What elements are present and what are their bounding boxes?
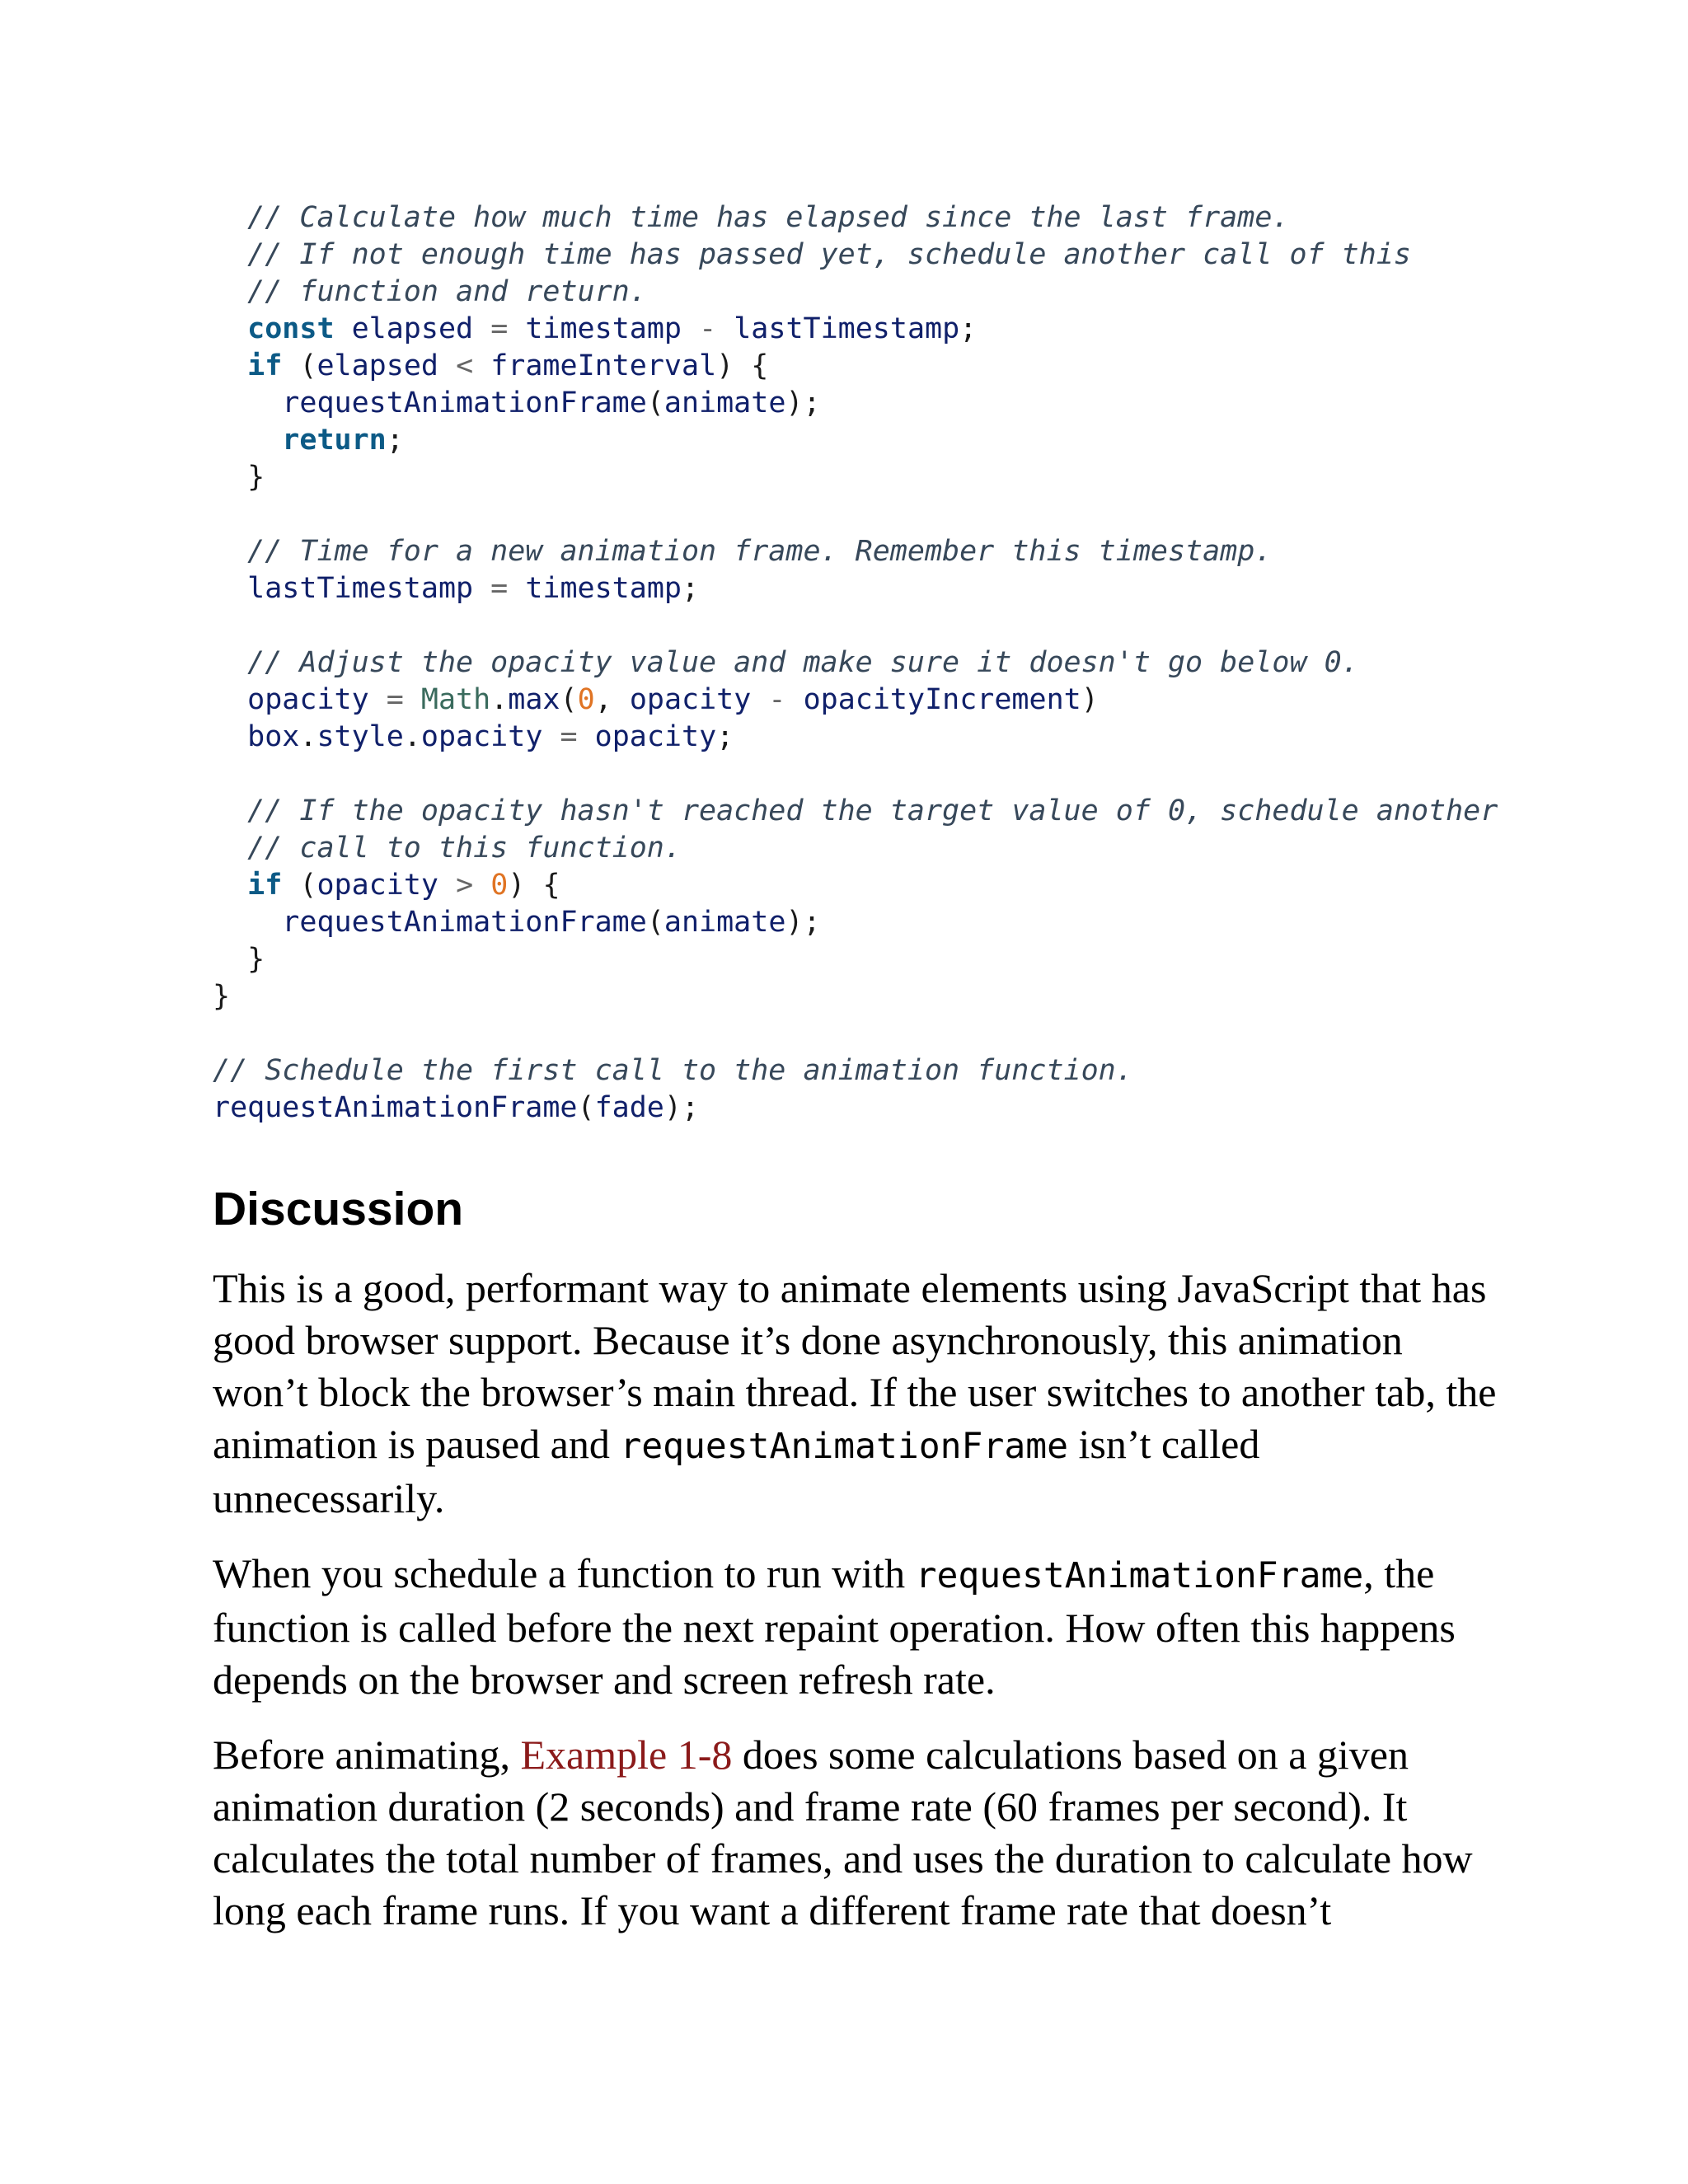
code-token	[473, 869, 490, 902]
code-token	[213, 906, 282, 939]
code-token-comment: // Calculate how much time has elapsed since the last frame.	[247, 201, 1290, 234]
code-token-comment: // Adjust the opacity value and make sure it doesn't go below 0.	[247, 646, 1359, 679]
code-token-ident: frameInterval	[490, 349, 717, 382]
code-token	[369, 683, 387, 716]
code-line	[213, 644, 1498, 682]
code-token-ident: animate	[663, 906, 786, 939]
code-line	[213, 1090, 1498, 1127]
code-token: );	[663, 1091, 700, 1124]
code-line	[213, 496, 1498, 533]
code-token: .	[299, 720, 317, 753]
paragraph-1-text-b: isn’t called unnecessarily.	[213, 1421, 1260, 1521]
code-token-ident: lastTimestamp	[247, 572, 474, 605]
code-listing	[213, 199, 1498, 1127]
code-token	[473, 572, 490, 605]
code-token	[213, 387, 282, 419]
code-line	[213, 422, 1498, 459]
code-token: (	[560, 683, 578, 716]
code-token: (	[646, 906, 664, 939]
code-token-comment: // call to this function.	[247, 832, 682, 865]
code-token-ident: max	[508, 683, 560, 716]
code-token	[213, 646, 247, 679]
code-token-ident: timestamp	[525, 312, 682, 345]
code-token	[213, 720, 247, 753]
code-token-keyword: return	[282, 424, 387, 457]
code-token	[213, 535, 247, 568]
code-token: }	[213, 943, 265, 976]
discussion-body	[213, 1263, 1498, 1960]
code-line	[213, 533, 1498, 570]
code-line	[213, 941, 1498, 978]
code-line	[213, 904, 1498, 941]
code-token	[438, 869, 456, 902]
code-token-ident: lastTimestamp	[734, 312, 960, 345]
code-token-op: -	[699, 312, 717, 345]
code-token: ) {	[716, 349, 769, 382]
code-token-comment: // Schedule the first call to the animation function.	[213, 1054, 1133, 1087]
code-line	[213, 1015, 1498, 1052]
code-token	[213, 832, 247, 865]
code-token	[751, 683, 768, 716]
code-token	[213, 312, 247, 345]
code-token	[473, 312, 490, 345]
code-token-ident: opacityIncrement	[803, 683, 1081, 716]
code-token	[542, 720, 560, 753]
code-token-keyword: const	[247, 312, 335, 345]
code-token: );	[785, 906, 821, 939]
code-line	[213, 237, 1498, 274]
code-token-ident: elapsed	[316, 349, 438, 382]
code-line	[213, 348, 1498, 385]
code-line	[213, 719, 1498, 756]
code-token: }	[213, 461, 265, 494]
code-token-ident: box	[247, 720, 300, 753]
code-token-keyword: if	[247, 349, 283, 382]
code-line	[213, 793, 1498, 830]
code-token-ident: elapsed	[351, 312, 474, 345]
code-token: .	[490, 683, 509, 716]
code-line	[213, 570, 1498, 607]
code-token-op: =	[386, 683, 404, 716]
code-token	[404, 683, 421, 716]
code-token-keyword: if	[247, 869, 283, 902]
code-token-ident: fade	[594, 1091, 664, 1124]
code-token-ident: opacity	[420, 720, 543, 753]
paragraph-3-text-a: Before animating,	[213, 1732, 521, 1778]
code-token-comment: // Time for a new animation frame. Remember this timestamp.	[247, 535, 1273, 568]
code-token-number: 0	[577, 683, 595, 716]
paragraph-1	[213, 1263, 1498, 1525]
example-1-8-link[interactable]: Example 1-8	[520, 1732, 733, 1778]
code-token: )	[1081, 683, 1099, 716]
code-token-ident: requestAnimationFrame	[282, 906, 647, 939]
code-token: (	[646, 387, 664, 419]
code-token-op: =	[490, 312, 509, 345]
code-token	[438, 349, 456, 382]
code-token: (	[577, 1091, 595, 1124]
code-token-ident: style	[316, 720, 404, 753]
code-token	[213, 238, 247, 271]
code-token	[473, 349, 490, 382]
discussion-heading: Discussion	[213, 1183, 464, 1235]
code-token	[785, 683, 803, 716]
paragraph-2-text-b: , the function is called before the next repaint operation. How often this happens depends on the browser and screen refresh rate.	[213, 1550, 1456, 1703]
code-token: ) {	[508, 869, 560, 902]
paragraph-2-text-a: When you schedule a function to run with	[213, 1550, 916, 1596]
paragraph-1-text-a: This is a good, performant way to animate elements using JavaScript that has good browser support. Because it’s done asynchronously, this animation won’t block the browser’s main thread. If the user switches to another tab, the animation is paused and	[213, 1265, 1497, 1467]
code-line	[213, 311, 1498, 348]
code-token-ident: opacity	[629, 683, 752, 716]
code-token	[213, 683, 247, 716]
code-token-op: =	[560, 720, 578, 753]
code-token: (	[282, 869, 317, 902]
code-line	[213, 385, 1498, 422]
code-token-op: =	[490, 572, 509, 605]
code-token	[213, 572, 247, 605]
code-token	[213, 794, 247, 827]
code-token	[508, 312, 525, 345]
code-token	[213, 869, 247, 902]
code-token-comment: // If the opacity hasn't reached the target value of 0, schedule another	[247, 794, 1498, 827]
code-token: ,	[594, 683, 630, 716]
inline-code-requestanimationframe: requestAnimationFrame	[620, 1426, 1068, 1467]
code-token-op: >	[456, 869, 474, 902]
code-token-ident: opacity	[316, 869, 438, 902]
code-token-builtin: Math	[420, 683, 491, 716]
inline-code-requestanimationframe: requestAnimationFrame	[915, 1555, 1364, 1596]
code-line	[213, 867, 1498, 904]
code-line	[213, 459, 1498, 496]
code-token: .	[403, 720, 421, 753]
code-token	[508, 572, 525, 605]
code-token-punct: ;	[959, 312, 978, 345]
code-token-op: -	[768, 683, 786, 716]
code-token: ;	[681, 572, 700, 605]
code-line	[213, 756, 1498, 793]
code-token	[716, 312, 734, 345]
code-line	[213, 1052, 1498, 1090]
paragraph-3	[213, 1729, 1498, 1937]
code-line	[213, 978, 1498, 1015]
code-line	[213, 199, 1498, 237]
code-line	[213, 274, 1498, 311]
code-token-comment: // function and return.	[247, 275, 647, 308]
code-token	[578, 720, 595, 753]
code-token-ident: requestAnimationFrame	[282, 387, 647, 419]
code-token: ;	[716, 720, 734, 753]
code-token: ;	[386, 424, 404, 457]
code-token-ident: opacity	[247, 683, 369, 716]
code-token-ident: requestAnimationFrame	[213, 1091, 578, 1124]
code-token-ident: opacity	[594, 720, 717, 753]
code-token	[335, 312, 352, 345]
code-token: (	[282, 349, 317, 382]
paragraph-2	[213, 1548, 1498, 1706]
code-token-comment: // If not enough time has passed yet, schedule another call of this	[247, 238, 1411, 271]
code-token-ident: animate	[663, 387, 786, 419]
code-token	[213, 275, 247, 308]
code-token	[213, 349, 247, 382]
code-token	[682, 312, 699, 345]
code-token: );	[785, 387, 821, 419]
code-token-ident: timestamp	[525, 572, 682, 605]
code-token	[213, 201, 247, 234]
code-line	[213, 830, 1498, 867]
code-token-op: <	[456, 349, 474, 382]
paragraph-3-text-b: does some calculations based on a given animation duration (2 seconds) and frame rate (60 frames per second). It calculates the total number of frames, and uses the duration to calculate how long each frame runs. If you want a different frame rate that doesn’t	[213, 1732, 1473, 1933]
code-line	[213, 682, 1498, 719]
code-line	[213, 607, 1498, 644]
code-token: }	[213, 980, 231, 1013]
code-token	[213, 424, 282, 457]
code-token-number: 0	[490, 869, 509, 902]
